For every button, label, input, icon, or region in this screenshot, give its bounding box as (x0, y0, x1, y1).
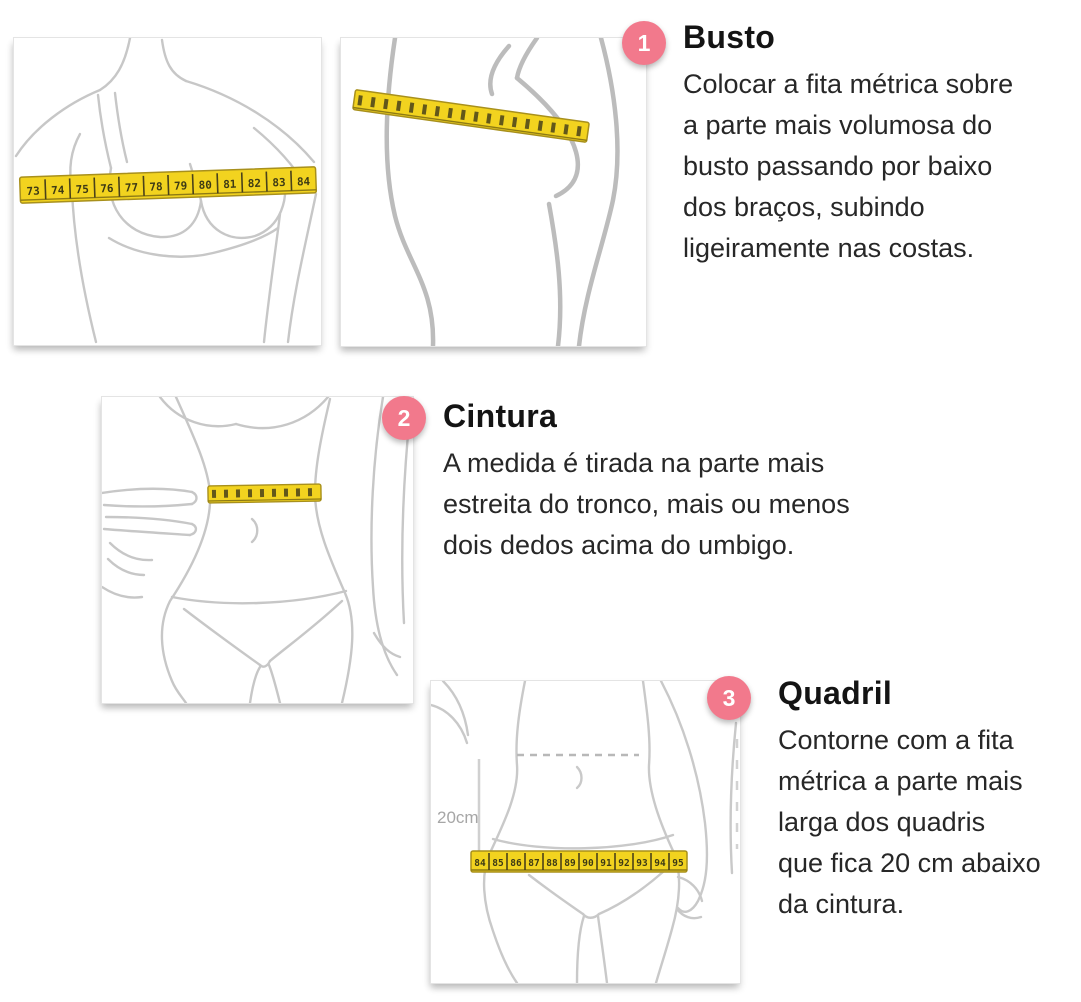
section-busto-description: Colocar a fita métrica sobre a parte mais volumosa do busto passando por baixo dos braços, subindo ligeiramente nas costas. (683, 69, 1014, 263)
measure-distance-label: 20cm (437, 808, 479, 827)
section-quadril (778, 674, 1078, 925)
hips-front-drawing (431, 681, 740, 983)
illustration-bust-front (13, 37, 322, 346)
measuring-tape-hips (471, 851, 687, 872)
svg-text:73: 73 (26, 184, 40, 198)
step-1-badge (622, 21, 666, 65)
section-cintura-title: Cintura (443, 398, 558, 434)
svg-text:83: 83 (272, 175, 286, 190)
step-3-badge (707, 676, 751, 720)
section-cintura-description: A medida é tirada na parte mais estreita do tronco, mais ou menos dois dedos acima do umbigo. (443, 448, 850, 560)
svg-text:82: 82 (247, 176, 262, 191)
waist-front-drawing (102, 397, 413, 703)
body-outline-bust-side (387, 38, 618, 346)
illustration-hips-front (430, 680, 741, 984)
svg-text:85: 85 (492, 858, 504, 869)
section-cintura (443, 397, 923, 566)
svg-text:79: 79 (173, 179, 188, 193)
illustration-waist-front (101, 396, 414, 704)
svg-text:86: 86 (510, 858, 522, 869)
section-quadril-title: Quadril (778, 675, 893, 711)
measuring-tape-waist (208, 484, 321, 503)
svg-text:84: 84 (474, 858, 486, 869)
svg-text:94: 94 (654, 858, 666, 869)
svg-text:91: 91 (600, 858, 612, 869)
svg-text:92: 92 (618, 858, 630, 869)
svg-text:88: 88 (546, 858, 558, 869)
svg-text:89: 89 (564, 858, 576, 869)
step-3-number: 3 (722, 684, 736, 711)
svg-text:93: 93 (636, 858, 648, 869)
section-quadril-description: Contorne com a fita métrica a parte mais larga dos quadris que fica 20 cm abaixo da cintura. (778, 725, 1041, 919)
step-1-number: 1 (637, 29, 651, 56)
svg-text:80: 80 (198, 178, 213, 192)
illustration-bust-side (340, 37, 647, 347)
step-2-badge (382, 396, 426, 440)
section-busto (683, 18, 1078, 269)
bust-front-drawing (14, 38, 321, 345)
svg-text:77: 77 (124, 181, 139, 195)
body-outline-hips (431, 681, 736, 983)
svg-text:84: 84 (296, 175, 311, 189)
svg-text:74: 74 (50, 183, 65, 198)
svg-text:87: 87 (528, 858, 540, 869)
body-outline-waist (102, 397, 410, 703)
svg-text:95: 95 (672, 858, 684, 869)
svg-text:90: 90 (582, 858, 594, 869)
svg-text:75: 75 (75, 182, 90, 197)
svg-text:81: 81 (222, 177, 237, 192)
svg-text:76: 76 (100, 181, 114, 196)
measuring-tape-bust-front (20, 167, 317, 203)
bust-side-drawing (341, 38, 646, 346)
svg-text:78: 78 (149, 180, 163, 194)
section-busto-title: Busto (683, 19, 776, 55)
step-2-number: 2 (397, 404, 411, 431)
